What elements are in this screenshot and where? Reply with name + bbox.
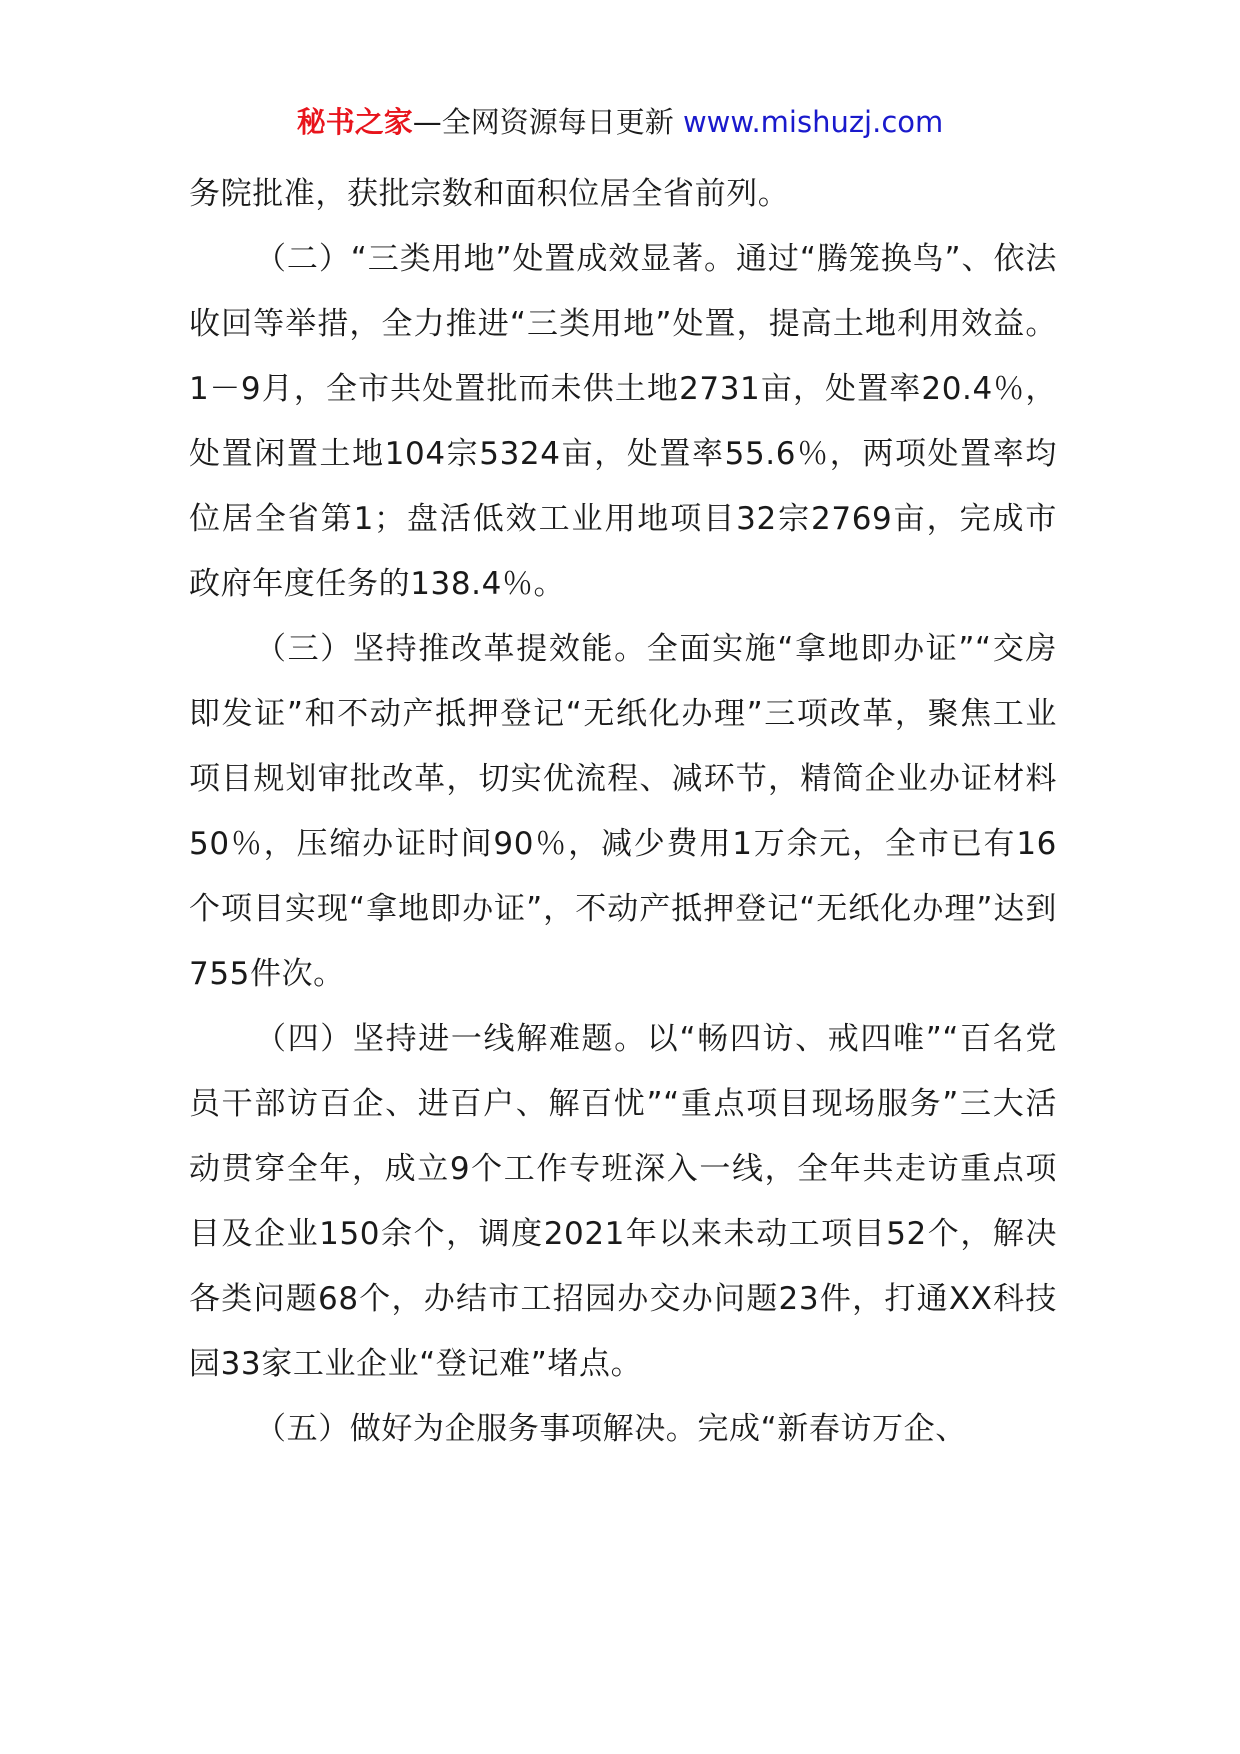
paragraph-continuation: 务院批准，获批宗数和面积位居全省前列。 [189, 176, 790, 212]
paragraph-section-5: （五）做好为企服务事项解决。完成“新春访万企、 [255, 1411, 967, 1447]
paragraph-section-2: （二）“三类用地”处置成效显著。通过“腾笼换鸟”、依法收回等举措，全力推进“三类用地”处置，提高土地利用效益。1－9月，全市共处置批而未供土地2731亩，处置率20.4％，处置闲置土地104宗5324亩，处置率55.6％，两项处置率均位居全省第1；盘活低效工业用地项目32宗2769亩，完成市政府年度任务的138.4％。 [189, 241, 1058, 602]
paragraph-section-3: （三）坚持推改革提效能。全面实施“拿地即办证”“交房即发证”和不动产抵押登记“无纸化办理”三项改革，聚焦工业项目规划审批改革，切实优流程、减环节，精简企业办证材料50％，压缩办证时间90％，减少费用1万余元，全市已有16个项目实现“拿地即办证”，不动产抵押登记“无纸化办理”达到755件次。 [189, 631, 1057, 992]
website-link[interactable]: www.mishuzj.com [682, 105, 944, 139]
brand-name: 秘书之家 [296, 105, 413, 139]
paragraph-section-4: （四）坚持进一线解难题。以“畅四访、戒四唯”“百名党员干部访百企、进百户、解百忧”“重点项目现场服务”三大活动贯穿全年，成立9个工作专班深入一线，全年共走访重点项目及企业150余个，调度2021年以来未动工项目52个，解决各类问题68个，办结市工招园办交办问题23件，打通XX科技园33家工业企业“登记难”堵点。 [189, 1021, 1057, 1382]
document-body [189, 162, 1057, 1462]
header-tagline: —全网资源每日更新 [412, 105, 674, 139]
page-header [0, 102, 1240, 142]
